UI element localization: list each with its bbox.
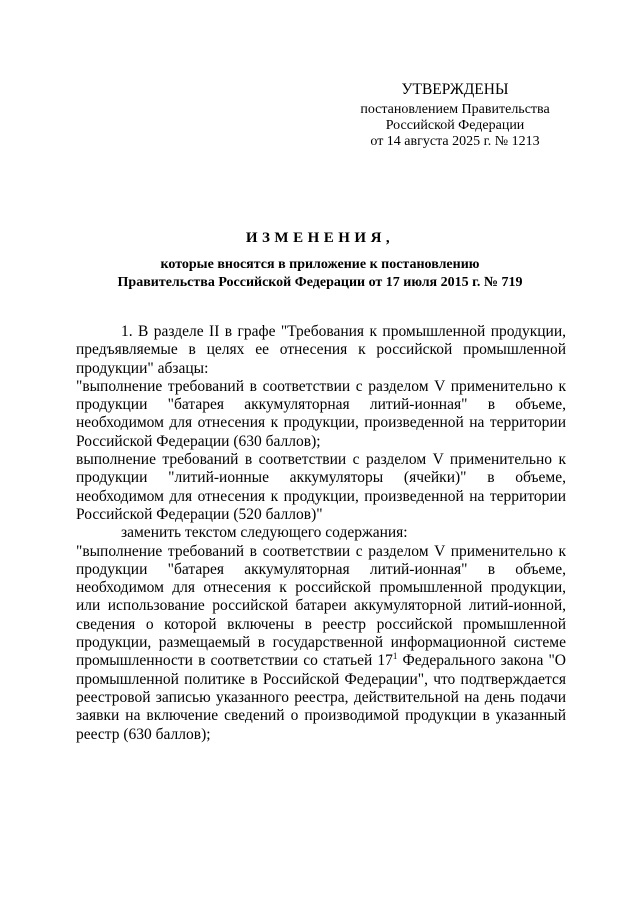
subtitle-line-1: которые вносятся в приложение к постановлению [160, 257, 480, 272]
approval-line-3: от 14 августа 2025 г. № 1213 [370, 134, 540, 149]
document-subtitle [40, 256, 600, 292]
approval-block [330, 80, 580, 150]
approval-line-2: Российской Федерации [385, 118, 525, 133]
paragraph-1: 1. В разделе II в графе "Требования к промышленной продукции, предъявляемые в целях ее отнесения к российской промышленной продукции" абзацы: [76, 323, 566, 377]
paragraph-4: заменить текстом следующего содержания: [121, 524, 408, 542]
approval-heading: УТВЕРЖДЕНЫ [401, 81, 509, 98]
document-title: ИЗМЕНЕНИЯ, [245, 230, 395, 246]
approval-line-1: постановлением Правительства [360, 102, 550, 117]
document-body [76, 323, 566, 744]
paragraph-5-part-1: "выполнение требований в соответствии с разделом V применительно к продукции "батарея аккумуляторная литий-ионная" в объеме, необходимом для отнесения к российской промышленной продукции, или использование российской батареи аккумуляторной литий-ионной, сведения о которой включены в реестр российской промышленной продукции, размещаемый в государственной информационной системе промышленности в соответствии со статьей 17 [76, 542, 566, 670]
subtitle-line-2: Правительства Российской Федерации от 17 июля 2015 г. № 719 [117, 275, 523, 290]
article-superscript: 1 [392, 651, 398, 662]
paragraph-2: "выполнение требований в соответствии с разделом V применительно к продукции "батарея аккумуляторная литий-ионная" в объеме, необходимом для отнесения к продукции, произведенной на территории Российской Федерации (630 баллов); [76, 377, 566, 450]
paragraph-3: выполнение требований в соответствии с разделом V применительно к продукции "литий-ионные аккумуляторы (ячейки)" в объеме, необходимом для отнесения к продукции, произведенной на территории Российской Федерации (520 баллов)" [76, 451, 566, 523]
paragraph-5-part-2: Федерального закона "О промышленной политике в Российской Федерации", что подтверждается реестровой записью указанного реестра, действительной на день подачи заявки на включение сведений о производимой продукции в указанный реестр (630 баллов); [76, 652, 566, 743]
paragraph-5 [76, 543, 566, 744]
